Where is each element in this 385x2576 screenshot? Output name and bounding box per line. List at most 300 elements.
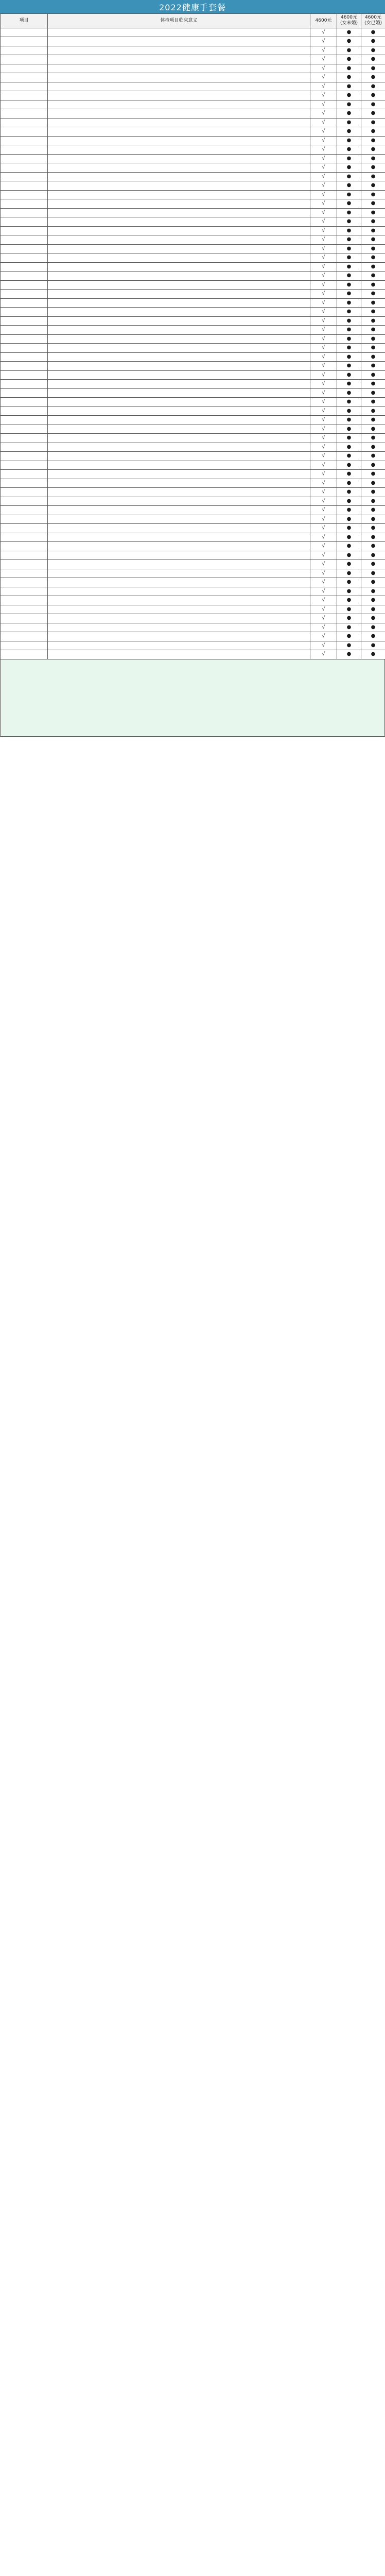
row-item	[1, 334, 48, 344]
table-row	[1, 479, 385, 488]
table-row	[1, 533, 385, 542]
row-col-4: ●	[337, 91, 361, 100]
table-row	[1, 506, 385, 515]
row-col-5: ●	[361, 308, 385, 317]
row-desc	[48, 262, 310, 272]
row-desc	[48, 181, 310, 191]
table-row	[1, 542, 385, 551]
row-col-5: ●	[361, 551, 385, 560]
table-row	[1, 551, 385, 560]
row-col-3: √	[310, 344, 337, 353]
row-col-3: √	[310, 488, 337, 497]
row-col-3: √	[310, 208, 337, 217]
row-col-4: ●	[337, 262, 361, 272]
row-col-5: ●	[361, 217, 385, 227]
table-row	[1, 497, 385, 506]
table-row	[1, 172, 385, 181]
table-row	[1, 272, 385, 281]
row-col-4: ●	[337, 145, 361, 155]
row-col-3: √	[310, 334, 337, 344]
row-item	[1, 569, 48, 578]
row-col-3: √	[310, 569, 337, 578]
row-col-5: ●	[361, 154, 385, 163]
row-desc	[48, 533, 310, 542]
row-col-3: √	[310, 100, 337, 109]
row-col-4: ●	[337, 253, 361, 263]
row-desc	[48, 470, 310, 479]
row-item	[1, 370, 48, 380]
row-desc	[48, 334, 310, 344]
row-desc	[48, 37, 310, 46]
row-item	[1, 344, 48, 353]
table-body	[1, 28, 385, 659]
row-col-5: ●	[361, 488, 385, 497]
row-desc	[48, 190, 310, 199]
row-col-5: ●	[361, 452, 385, 461]
table-header-row	[1, 14, 385, 28]
row-desc	[48, 326, 310, 335]
row-col-5: ●	[361, 370, 385, 380]
row-col-5: ●	[361, 587, 385, 596]
table-row	[1, 596, 385, 605]
row-col-4: ●	[337, 28, 361, 37]
row-col-4: ●	[337, 154, 361, 163]
row-col-3: √	[310, 560, 337, 569]
row-item	[1, 497, 48, 506]
row-col-3: √	[310, 154, 337, 163]
row-col-5: ●	[361, 578, 385, 587]
row-col-3: √	[310, 253, 337, 263]
page-title: 2022健康手套餐	[0, 0, 385, 13]
row-col-3: √	[310, 28, 337, 37]
row-desc	[48, 226, 310, 235]
row-col-4: ●	[337, 181, 361, 191]
table-row	[1, 623, 385, 632]
table-row	[1, 181, 385, 191]
row-col-4: ●	[337, 398, 361, 407]
row-col-3: √	[310, 641, 337, 650]
row-desc	[48, 272, 310, 281]
row-col-3: √	[310, 479, 337, 488]
row-col-5: ●	[361, 199, 385, 209]
row-col-5: ●	[361, 235, 385, 245]
row-col-5: ●	[361, 290, 385, 299]
row-desc	[48, 208, 310, 217]
package-table	[0, 13, 385, 659]
row-item	[1, 596, 48, 605]
table-row	[1, 560, 385, 569]
table-row	[1, 416, 385, 425]
row-item	[1, 64, 48, 73]
row-col-5: ●	[361, 596, 385, 605]
row-item	[1, 308, 48, 317]
row-item	[1, 145, 48, 155]
row-col-4: ●	[337, 497, 361, 506]
row-col-3: √	[310, 443, 337, 452]
row-desc	[48, 118, 310, 127]
row-item	[1, 100, 48, 109]
row-col-4: ●	[337, 506, 361, 515]
table-row	[1, 136, 385, 145]
row-col-4: ●	[337, 388, 361, 398]
table-row	[1, 488, 385, 497]
row-item	[1, 488, 48, 497]
row-desc	[48, 127, 310, 137]
row-col-4: ●	[337, 308, 361, 317]
table-row	[1, 199, 385, 209]
row-col-3: √	[310, 587, 337, 596]
row-col-4: ●	[337, 587, 361, 596]
row-item	[1, 406, 48, 416]
table-row	[1, 91, 385, 100]
row-item	[1, 172, 48, 181]
row-col-4: ●	[337, 614, 361, 623]
row-desc	[48, 497, 310, 506]
row-col-4: ●	[337, 316, 361, 326]
row-desc	[48, 290, 310, 299]
row-desc	[48, 64, 310, 73]
row-item	[1, 470, 48, 479]
row-desc	[48, 370, 310, 380]
table-row	[1, 524, 385, 533]
row-desc	[48, 91, 310, 100]
row-col-4: ●	[337, 406, 361, 416]
table-row	[1, 452, 385, 461]
row-col-4: ●	[337, 334, 361, 344]
row-col-3: √	[310, 506, 337, 515]
row-col-3: √	[310, 136, 337, 145]
row-col-3: √	[310, 352, 337, 362]
row-item	[1, 163, 48, 173]
table-row	[1, 55, 385, 64]
table-row	[1, 109, 385, 118]
row-item	[1, 226, 48, 235]
row-col-5: ●	[361, 434, 385, 443]
row-col-5: ●	[361, 64, 385, 73]
row-item	[1, 623, 48, 632]
row-col-4: ●	[337, 37, 361, 46]
row-col-5: ●	[361, 91, 385, 100]
row-col-4: ●	[337, 560, 361, 569]
row-col-3: √	[310, 542, 337, 551]
row-col-5: ●	[361, 55, 385, 64]
row-col-5: ●	[361, 226, 385, 235]
row-desc	[48, 551, 310, 560]
header-price-1: 4600元	[310, 14, 337, 28]
row-desc	[48, 100, 310, 109]
table-row	[1, 127, 385, 137]
row-col-3: √	[310, 398, 337, 407]
row-col-5: ●	[361, 181, 385, 191]
row-col-5: ●	[361, 253, 385, 263]
table-row	[1, 352, 385, 362]
row-desc	[48, 587, 310, 596]
row-col-5: ●	[361, 37, 385, 46]
row-col-3: √	[310, 91, 337, 100]
row-col-5: ●	[361, 388, 385, 398]
row-desc	[48, 650, 310, 659]
row-col-3: √	[310, 73, 337, 82]
table-row	[1, 308, 385, 317]
row-col-5: ●	[361, 190, 385, 199]
table-row	[1, 217, 385, 227]
row-col-5: ●	[361, 542, 385, 551]
row-col-3: √	[310, 326, 337, 335]
row-item	[1, 352, 48, 362]
row-col-3: √	[310, 181, 337, 191]
row-col-3: √	[310, 416, 337, 425]
row-col-4: ●	[337, 452, 361, 461]
row-col-3: √	[310, 244, 337, 253]
row-desc	[48, 506, 310, 515]
row-desc	[48, 569, 310, 578]
row-item	[1, 217, 48, 227]
row-item	[1, 551, 48, 560]
table-row	[1, 290, 385, 299]
table-row	[1, 226, 385, 235]
row-desc	[48, 605, 310, 614]
row-col-3: √	[310, 524, 337, 533]
row-item	[1, 91, 48, 100]
row-col-5: ●	[361, 352, 385, 362]
row-item	[1, 190, 48, 199]
row-item	[1, 28, 48, 37]
row-desc	[48, 109, 310, 118]
table-row	[1, 190, 385, 199]
table-row	[1, 163, 385, 173]
row-col-4: ●	[337, 524, 361, 533]
row-col-3: √	[310, 605, 337, 614]
row-item	[1, 578, 48, 587]
row-col-3: √	[310, 82, 337, 91]
table-row	[1, 380, 385, 389]
row-col-3: √	[310, 425, 337, 434]
row-desc	[48, 253, 310, 263]
row-col-3: √	[310, 109, 337, 118]
row-item	[1, 515, 48, 524]
row-desc	[48, 235, 310, 245]
row-col-4: ●	[337, 326, 361, 335]
row-col-3: √	[310, 461, 337, 470]
row-item	[1, 82, 48, 91]
row-col-4: ●	[337, 352, 361, 362]
row-col-3: √	[310, 64, 337, 73]
table-row	[1, 118, 385, 127]
row-col-5: ●	[361, 470, 385, 479]
row-desc	[48, 136, 310, 145]
row-desc	[48, 406, 310, 416]
row-desc	[48, 542, 310, 551]
header-price-3: 4600元(女已婚)	[361, 14, 385, 28]
row-col-3: √	[310, 308, 337, 317]
row-desc	[48, 614, 310, 623]
row-desc	[48, 388, 310, 398]
table-row	[1, 344, 385, 353]
row-item	[1, 425, 48, 434]
row-col-3: √	[310, 217, 337, 227]
row-col-5: ●	[361, 362, 385, 371]
table-row	[1, 470, 385, 479]
row-desc	[48, 362, 310, 371]
table-row	[1, 434, 385, 443]
row-col-4: ●	[337, 551, 361, 560]
row-item	[1, 272, 48, 281]
row-item	[1, 244, 48, 253]
table-row	[1, 425, 385, 434]
table-row	[1, 362, 385, 371]
footnote	[0, 659, 385, 737]
table-row	[1, 145, 385, 155]
table-row	[1, 280, 385, 290]
row-col-3: √	[310, 37, 337, 46]
row-item	[1, 118, 48, 127]
row-col-4: ●	[337, 290, 361, 299]
row-col-4: ●	[337, 623, 361, 632]
table-row	[1, 641, 385, 650]
row-col-4: ●	[337, 190, 361, 199]
row-col-3: √	[310, 163, 337, 173]
row-desc	[48, 434, 310, 443]
row-col-5: ●	[361, 641, 385, 650]
row-item	[1, 208, 48, 217]
table-row	[1, 100, 385, 109]
table-row	[1, 587, 385, 596]
row-desc	[48, 199, 310, 209]
table-row	[1, 461, 385, 470]
row-col-4: ●	[337, 443, 361, 452]
row-col-5: ●	[361, 344, 385, 353]
row-col-5: ●	[361, 73, 385, 82]
row-col-5: ●	[361, 280, 385, 290]
row-desc	[48, 316, 310, 326]
table-row	[1, 443, 385, 452]
row-col-3: √	[310, 470, 337, 479]
table-row	[1, 578, 385, 587]
row-desc	[48, 46, 310, 55]
row-col-5: ●	[361, 46, 385, 55]
row-item	[1, 452, 48, 461]
row-desc	[48, 82, 310, 91]
table-row	[1, 326, 385, 335]
row-desc	[48, 380, 310, 389]
table-row	[1, 632, 385, 641]
row-col-4: ●	[337, 434, 361, 443]
row-col-5: ●	[361, 443, 385, 452]
table-row	[1, 235, 385, 245]
row-col-5: ●	[361, 28, 385, 37]
row-col-4: ●	[337, 578, 361, 587]
row-col-3: √	[310, 497, 337, 506]
row-col-4: ●	[337, 64, 361, 73]
header-desc: 体检项目临床意义	[48, 14, 310, 28]
table-row	[1, 82, 385, 91]
row-col-3: √	[310, 316, 337, 326]
table-row	[1, 28, 385, 37]
row-desc	[48, 244, 310, 253]
row-item	[1, 262, 48, 272]
row-col-4: ●	[337, 298, 361, 308]
row-item	[1, 235, 48, 245]
row-item	[1, 560, 48, 569]
row-col-5: ●	[361, 118, 385, 127]
row-col-3: √	[310, 551, 337, 560]
row-item	[1, 362, 48, 371]
row-col-3: √	[310, 280, 337, 290]
row-col-3: √	[310, 452, 337, 461]
row-desc	[48, 443, 310, 452]
row-desc	[48, 145, 310, 155]
row-item	[1, 506, 48, 515]
row-col-3: √	[310, 172, 337, 181]
row-col-5: ●	[361, 316, 385, 326]
row-col-4: ●	[337, 226, 361, 235]
row-desc	[48, 163, 310, 173]
row-col-3: √	[310, 118, 337, 127]
row-desc	[48, 308, 310, 317]
row-desc	[48, 515, 310, 524]
row-col-3: √	[310, 262, 337, 272]
row-desc	[48, 352, 310, 362]
table-row	[1, 614, 385, 623]
row-desc	[48, 623, 310, 632]
row-item	[1, 542, 48, 551]
table-row	[1, 253, 385, 263]
row-col-4: ●	[337, 533, 361, 542]
row-col-5: ●	[361, 326, 385, 335]
row-item	[1, 587, 48, 596]
row-item	[1, 461, 48, 470]
row-desc	[48, 461, 310, 470]
row-desc	[48, 452, 310, 461]
row-item	[1, 199, 48, 209]
row-col-5: ●	[361, 145, 385, 155]
row-col-3: √	[310, 370, 337, 380]
row-col-4: ●	[337, 217, 361, 227]
row-col-4: ●	[337, 569, 361, 578]
row-col-4: ●	[337, 244, 361, 253]
row-col-5: ●	[361, 425, 385, 434]
row-col-5: ●	[361, 298, 385, 308]
row-col-4: ●	[337, 650, 361, 659]
row-col-3: √	[310, 515, 337, 524]
row-col-4: ●	[337, 199, 361, 209]
header-price-2: 4600元(女未婚)	[337, 14, 361, 28]
row-item	[1, 533, 48, 542]
row-col-3: √	[310, 533, 337, 542]
row-item	[1, 416, 48, 425]
row-col-4: ●	[337, 425, 361, 434]
row-col-5: ●	[361, 172, 385, 181]
row-item	[1, 524, 48, 533]
table-row	[1, 515, 385, 524]
row-item	[1, 298, 48, 308]
row-col-3: √	[310, 226, 337, 235]
row-col-3: √	[310, 623, 337, 632]
row-item	[1, 316, 48, 326]
row-col-5: ●	[361, 623, 385, 632]
row-desc	[48, 398, 310, 407]
table-row	[1, 262, 385, 272]
table-row	[1, 208, 385, 217]
row-col-3: √	[310, 406, 337, 416]
table-row	[1, 334, 385, 344]
row-desc	[48, 55, 310, 64]
row-desc	[48, 425, 310, 434]
row-col-4: ●	[337, 416, 361, 425]
row-col-4: ●	[337, 127, 361, 137]
row-item	[1, 479, 48, 488]
table-row	[1, 64, 385, 73]
